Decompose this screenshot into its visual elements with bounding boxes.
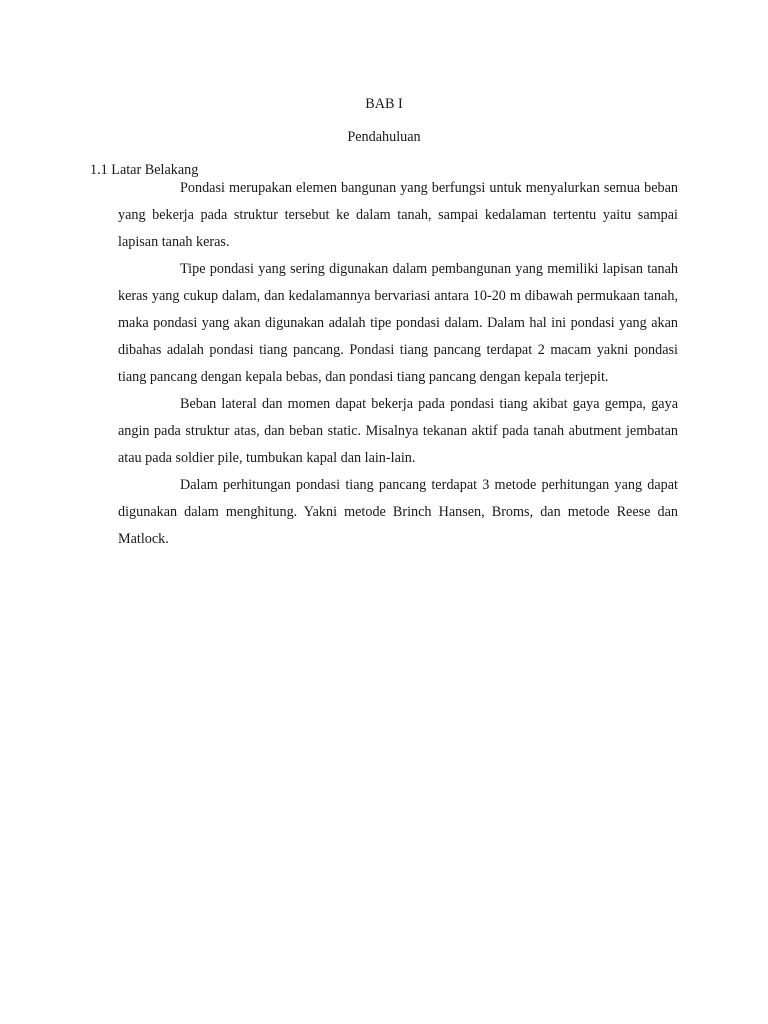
paragraph: Dalam perhitungan pondasi tiang pancang terdapat 3 metode perhitungan yang dapat digunakan dalam menghitung. Yakni metode Brinch Hansen, Broms, dan metode Reese dan Matlock. <box>118 477 678 547</box>
section-body <box>118 175 678 553</box>
paragraph: Tipe pondasi yang sering digunakan dalam pembangunan yang memiliki lapisan tanah keras yang cukup dalam, dan kedalamannya bervariasi antara 10-20 m dibawah permukaan tanah, maka pondasi yang akan digunakan adalah tipe pondasi dalam. Dalam hal ini pondasi yang akan dibahas adalah pondasi tiang pancang. Pondasi tiang pancang terdapat 2 macam yakni pondasi tiang pancang dengan kepala bebas, dan pondasi tiang pancang dengan kepala terjepit. <box>118 261 678 385</box>
chapter-number: BAB I <box>365 96 403 112</box>
paragraph: Pondasi merupakan elemen bangunan yang berfungsi untuk menyalurkan semua beban yang bekerja pada struktur tersebut ke dalam tanah, sampai kedalaman tertentu yaitu sampai lapisan tanah keras. <box>118 180 678 250</box>
paragraph: Beban lateral dan momen dapat bekerja pada pondasi tiang akibat gaya gempa, gaya angin pada struktur atas, dan beban static. Misalnya tekanan aktif pada tanah abutment jembatan atau pada soldier pile, tumbukan kapal dan lain-lain. <box>118 396 678 466</box>
section-heading: 1.1 Latar Belakang <box>90 162 199 178</box>
chapter-title: Pendahuluan <box>347 129 421 145</box>
